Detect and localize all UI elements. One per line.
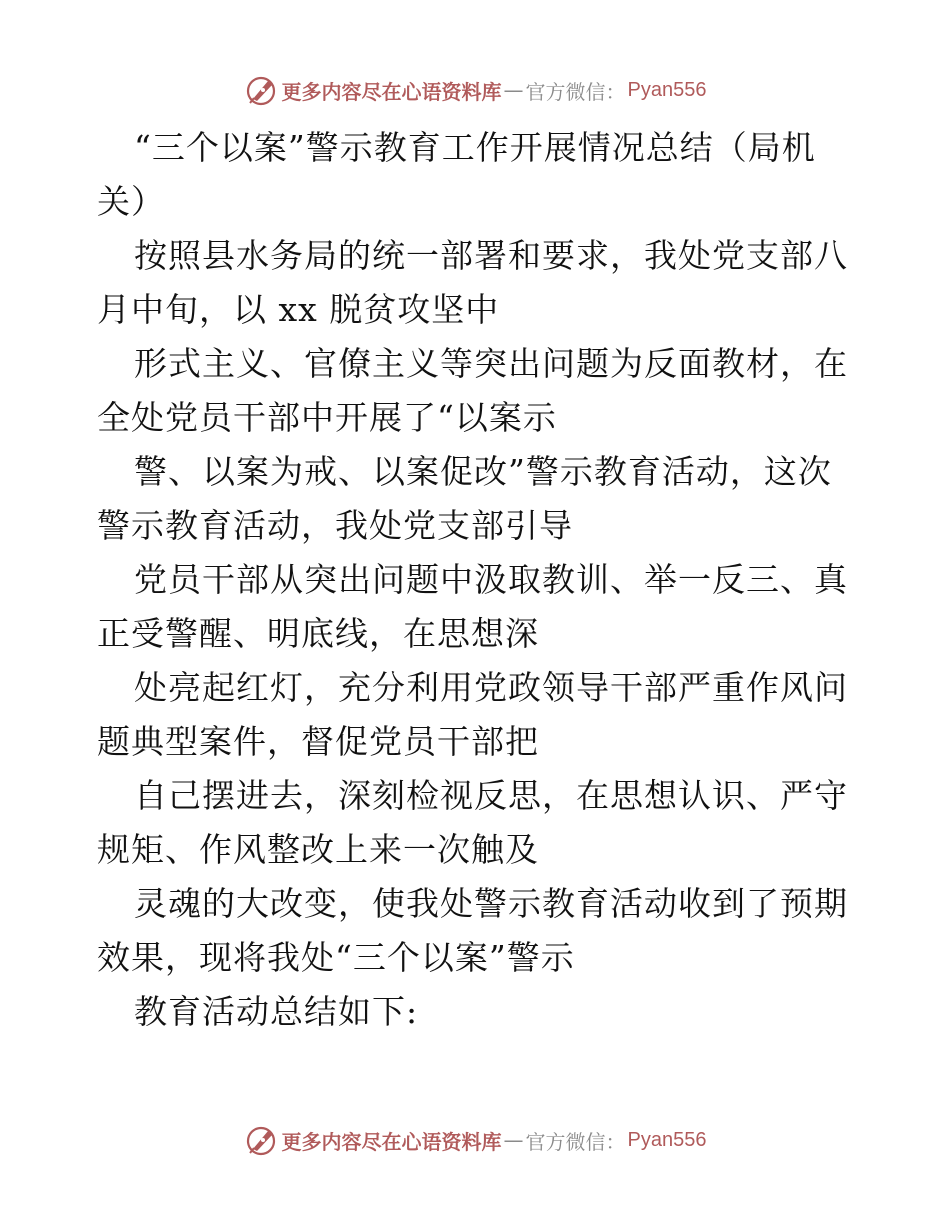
paragraph-line: 处亮起红灯，充分利用党政领导干部严重作风问: [134, 668, 848, 707]
watermark-slogan: 更多内容尽在心语资料库: [281, 1129, 502, 1154]
paragraph-line: 警示教育活动，我处党支部引导: [97, 506, 573, 545]
header-watermark-banner: [0, 70, 950, 110]
paragraph-line: 效果，现将我处“三个以案”警示: [97, 938, 575, 977]
paragraph-line: 形式主义、官僚主义等突出问题为反面教材，在: [134, 344, 848, 383]
watermark-wechat-id: Pyan556: [627, 78, 707, 101]
paragraph-line: 教育活动总结如下:: [134, 992, 419, 1031]
paragraph-line: 党员干部从突出问题中汲取教训、举一反三、真: [134, 560, 848, 599]
document-title-line: “三个以案”警示教育工作开展情况总结（局机: [134, 128, 816, 167]
watermark-official-label: 官方微信：: [525, 79, 626, 104]
watermark-dash: —: [503, 78, 524, 102]
paragraph-line: 自己摆进去，深刻检视反思，在思想认识、严守: [134, 776, 848, 815]
pen-nib-logo-icon: [244, 73, 278, 107]
paragraph-line: 警、以案为戒、以案促改”警示教育活动，这次: [134, 452, 832, 491]
footer-watermark-banner: [0, 1120, 950, 1160]
paragraph-line: 按照县水务局的统一部署和要求，我处党支部八: [134, 236, 848, 275]
paragraph-line: 规矩、作风整改上来一次触及: [97, 830, 539, 869]
paragraph-line: 灵魂的大改变，使我处警示教育活动收到了预期: [134, 884, 848, 923]
watermark-wechat-id: Pyan556: [627, 1128, 707, 1151]
paragraph-line: 月中旬，以 xx 脱贫攻坚中: [97, 290, 500, 329]
document-body: [97, 121, 857, 1039]
watermark-slogan: 更多内容尽在心语资料库: [281, 79, 502, 104]
paragraph-line: 题典型案件，督促党员干部把: [97, 722, 539, 761]
watermark-official-label: 官方微信：: [525, 1129, 626, 1154]
watermark-dash: —: [503, 1128, 524, 1152]
pen-nib-logo-icon: [244, 1123, 278, 1157]
paragraph-line: 全处党员干部中开展了“以案示: [97, 398, 557, 437]
paragraph-line: 正受警醒、明底线，在思想深: [97, 614, 539, 653]
document-title-line: 关）: [97, 182, 165, 221]
